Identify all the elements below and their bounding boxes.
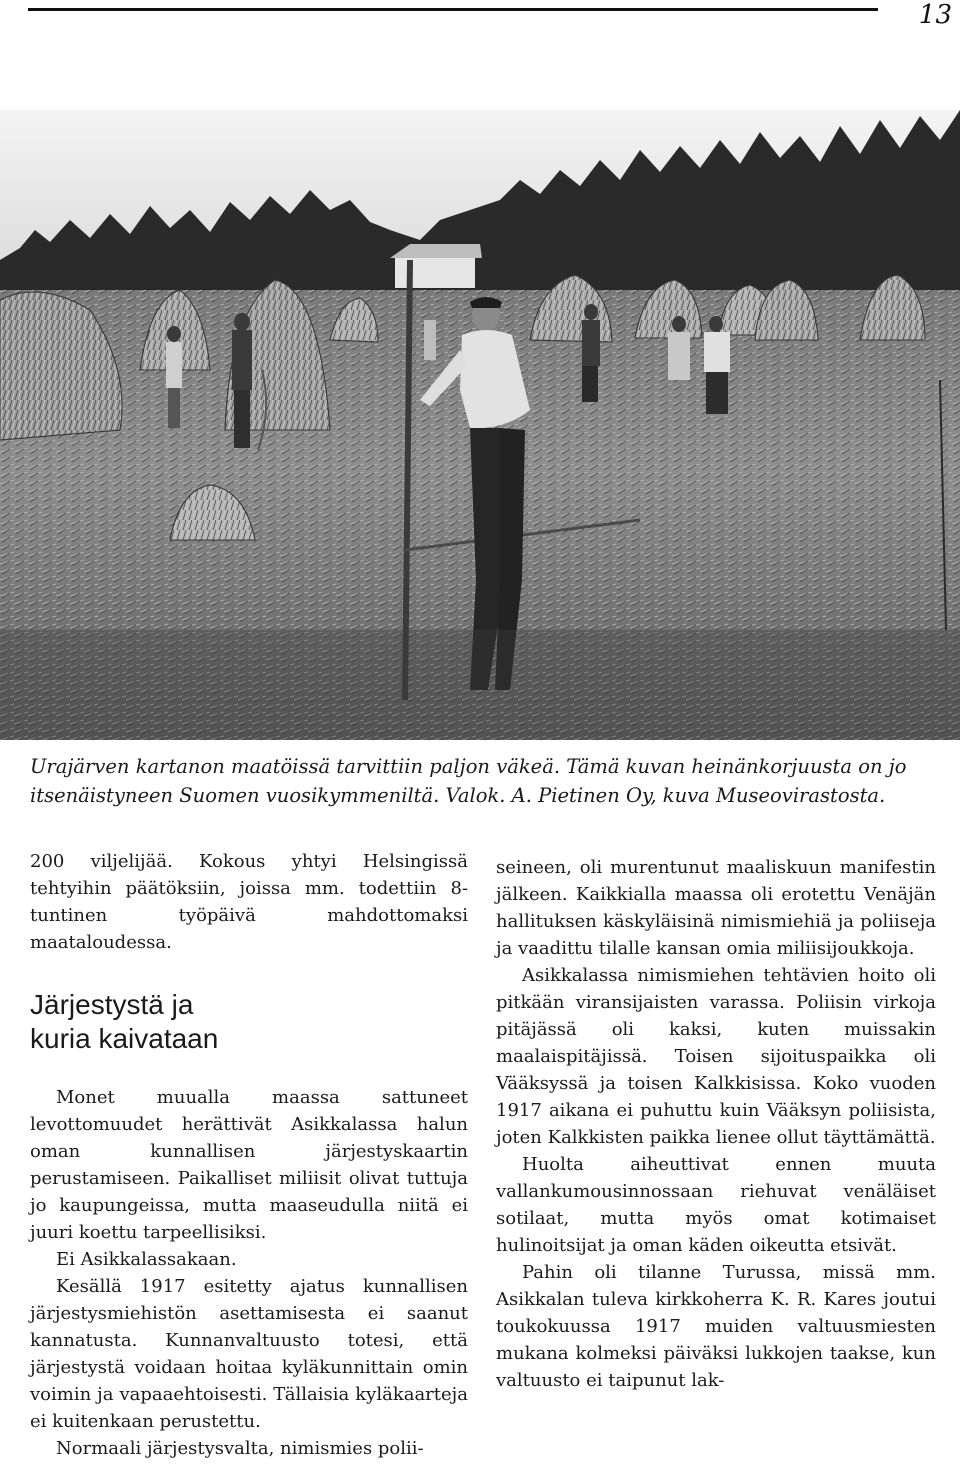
header-rule bbox=[28, 8, 878, 11]
right-paragraph-2: Asikkalassa nimismiehen tehtävien hoito oli pitkään viransijaisten varassa. Poliisin virkoja pitäjässä oli kaksi, kuten muissakin maalaispitäjissä. Toisen sijoituspaikka oli Vääksyssä ja toisen Kalkkisissa. Koko vuoden 1917 aikana ei puhuttu kuin Vääksyn poliisista, joten Kalkkisten paikka lienee ollut täyttämättä. bbox=[496, 965, 936, 1148]
page-number: 13 bbox=[918, 0, 952, 30]
left-paragraph-4: Normaali järjestysvalta, nimismies polii- bbox=[56, 1438, 424, 1459]
section-heading-line-2: kuria kaivataan bbox=[30, 1023, 219, 1054]
left-paragraph-1: Monet muualla maassa sattuneet levottomuudet herättivät Asikkalassa halun oman kunnallisen järjestyskaartin perustamiseen. Paikalliset miliisit olivat tuttuja jo kaupungeissa, mutta maaseudulla niitä ei juuri koettu tarpeellisiksi. bbox=[30, 1087, 468, 1243]
harvest-photo bbox=[0, 110, 960, 740]
left-column bbox=[30, 848, 468, 1462]
left-paragraph-2: Ei Asikkalassakaan. bbox=[56, 1249, 237, 1270]
left-paragraph-3: Kesällä 1917 esitetty ajatus kunnallisen järjestysmiehistön asettamisesta ei saanut kannatusta. Kunnanvaltuusto totesi, että järjestystä voidaan hoitaa kyläkunnittain omin voimin ja vapaaehtoisesti. Tällaisia kyläkaarteja ei kuitenkaan perustettu. bbox=[30, 1276, 468, 1432]
section-heading-line-1: Järjestystä ja bbox=[30, 989, 194, 1020]
section-heading bbox=[30, 988, 468, 1056]
right-paragraph-3: Huolta aiheuttivat ennen muuta vallankumousinnossaan riehuvat venäläiset sotilaat, mutta myös omat kotimaiset hulinoitsijat ja oman käden oikeutta etsivät. bbox=[496, 1154, 936, 1256]
right-column bbox=[496, 854, 936, 1394]
right-paragraph-4: Pahin oli tilanne Turussa, missä mm. Asikkalan tuleva kirkkoherra K. R. Kares joutui toukokuussa 1917 muiden valtuusmiesten mukana kolmeksi päiväksi lukkojen taakse, kun valtuusto ei taipunut lak- bbox=[496, 1262, 936, 1391]
right-paragraph-1: seineen, oli murentunut maaliskuun manifestin jälkeen. Kaikkialla maassa oli erotettu Venäjän hallituksen käskyläisinä nimismiehiä ja poliiseja ja vaadittu tilalle kansan omia miliisijoukkoja. bbox=[496, 857, 936, 959]
left-intro-paragraph: 200 viljelijää. Kokous yhtyi Helsingissä tehtyihin päätöksiin, joissa mm. todettiin 8-tuntinen työpäivä mahdottomaksi maataloudessa. bbox=[30, 851, 468, 953]
photo-caption: Urajärven kartanon maatöissä tarvittiin paljon väkeä. Tämä kuvan heinänkorjuusta on jo itsenäistyneen Suomen vuosikymmeniltä. Valok. A. Pietinen Oy, kuva Museovirastosta. bbox=[30, 755, 907, 807]
